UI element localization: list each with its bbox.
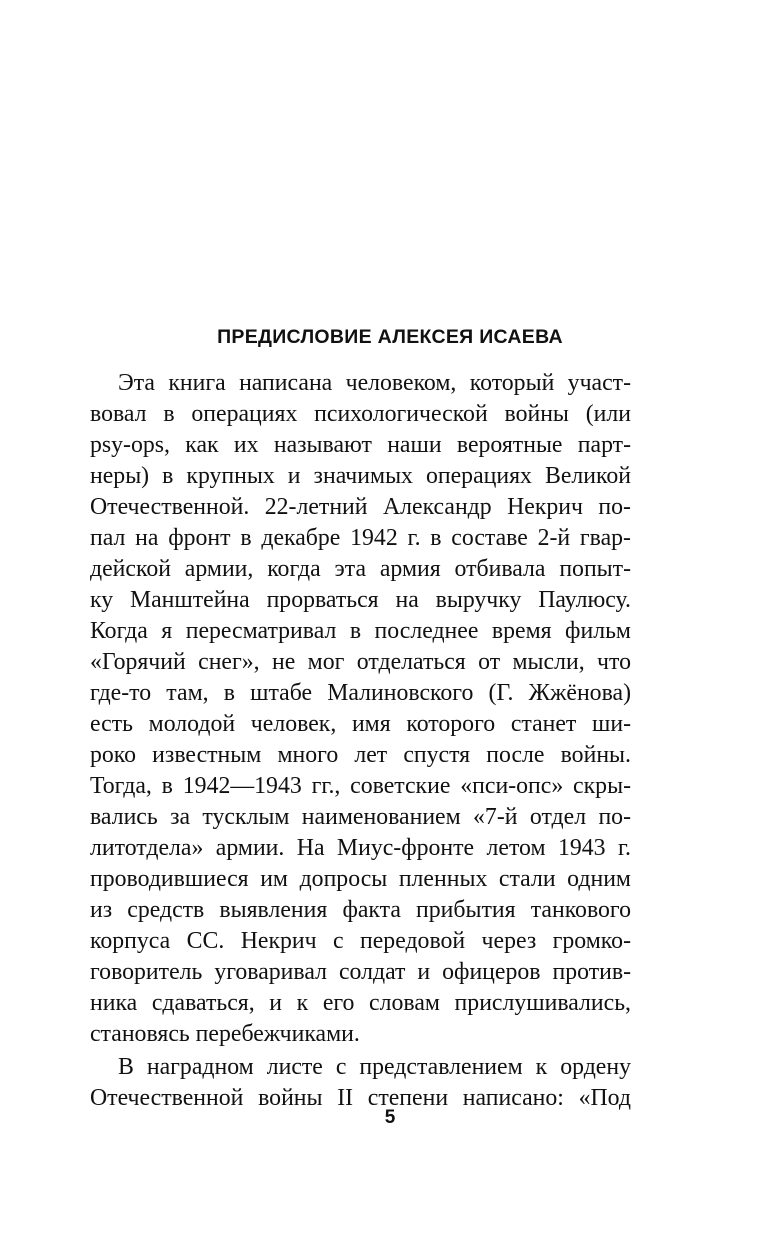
text-line: В наградном листе с представлением к ордену [118,1054,631,1080]
text-line: psy-ops, как их называют наши вероятные парт- [90,432,631,458]
text-line: корпуса СС. Некрич с передовой через громко- [90,928,631,954]
text-line: роко известным много лет спустя после войны. [90,742,631,768]
paragraph-1 [90,368,631,1050]
text-line: дейской армии, когда эта армия отбивала попыт- [90,556,631,582]
text-line: литотдела» армии. На Миус-фронте летом 1943 г. [90,835,631,861]
text-line: Когда я пересматривал в последнее время фильм [90,618,631,644]
text-line: Эта книга написана человеком, который участ- [118,370,631,396]
text-line: проводившиеся им допросы пленных стали одним [90,866,631,892]
text-line: Тогда, в 1942—1943 гг., советские «пси-опс» скры- [90,773,631,799]
text-line: «Горячий снег», не мог отделаться от мысли, что [90,649,631,675]
text-line: становясь перебежчиками. [90,1021,360,1047]
text-line: есть молодой человек, имя которого станет ши- [90,711,631,737]
page-number: 5 [384,1107,396,1128]
text-line: вались за тусклым наименованием «7-й отдел по- [90,804,631,830]
text-line: неры) в крупных и значимых операциях Великой [90,463,631,489]
text-line: вовал в операциях психологической войны (или [90,401,631,427]
page-title: ПРЕДИСЛОВИЕ АЛЕКСЕЯ ИСАЕВА [217,326,563,348]
text-line: из средств выявления факта прибытия танкового [90,897,631,923]
text-line: говоритель уговаривал солдат и офицеров против- [90,959,631,985]
text-line: ника сдаваться, и к его словам прислушивались, [90,990,631,1016]
text-line: Отечественной войны II степени написано: «Под [90,1085,631,1111]
text-line: ку Манштейна прорваться на выручку Паулюсу. [90,587,631,613]
text-line: где-то там, в штабе Малиновского (Г. Жжёнова) [90,680,631,706]
paragraph-2 [90,1052,631,1114]
text-line: пал на фронт в декабре 1942 г. в составе 2-й гвар- [90,525,631,551]
body-text [90,368,631,1114]
text-line: Отечественной. 22-летний Александр Некрич по- [90,494,631,520]
